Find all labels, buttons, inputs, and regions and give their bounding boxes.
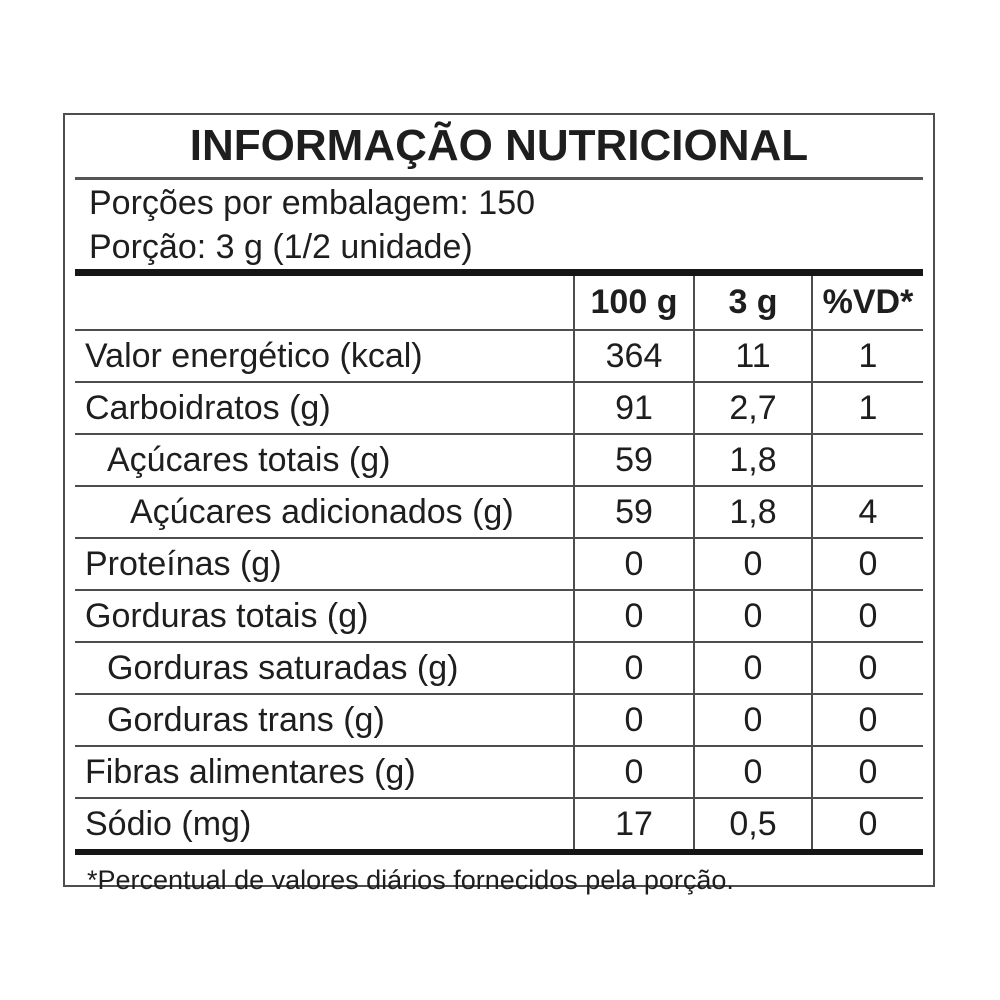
nutrition-table	[75, 276, 923, 849]
row-value-3g: 11	[693, 331, 811, 381]
row-value-3g: 1,8	[693, 487, 811, 537]
table-row-proteinas	[75, 537, 923, 589]
header-100g: 100 g	[573, 276, 693, 329]
table-row-gorduras-trans	[75, 693, 923, 745]
row-label: Gorduras totais (g)	[85, 596, 369, 635]
table-row-energia	[75, 329, 923, 381]
row-value-vd: 0	[811, 643, 923, 693]
serving-size: Porção: 3 g (1/2 unidade)	[89, 228, 473, 266]
table-header-row	[75, 276, 923, 329]
row-label: Proteínas (g)	[85, 544, 282, 583]
header-vd: %VD*	[811, 276, 923, 329]
table-row-gorduras-totais	[75, 589, 923, 641]
row-value-vd: 0	[811, 591, 923, 641]
row-value-100g: 0	[573, 643, 693, 693]
row-label: Valor energético (kcal)	[85, 336, 423, 375]
table-row-fibras	[75, 745, 923, 797]
row-value-3g: 0	[693, 643, 811, 693]
header-3g: 3 g	[693, 276, 811, 329]
servings-per-package: Porções por embalagem: 150	[89, 184, 536, 222]
row-value-3g: 0	[693, 539, 811, 589]
row-value-vd: 0	[811, 747, 923, 797]
label-title: INFORMAÇÃO NUTRICIONAL	[189, 121, 809, 170]
row-value-3g: 0	[693, 591, 811, 641]
row-value-vd: 0	[811, 799, 923, 849]
header-label-cell	[75, 276, 573, 329]
row-value-3g: 1,8	[693, 435, 811, 485]
footnote	[75, 855, 923, 905]
table-row-carboidratos	[75, 381, 923, 433]
row-value-100g: 59	[573, 487, 693, 537]
row-value-100g: 0	[573, 539, 693, 589]
label-content	[65, 115, 933, 905]
row-value-vd	[811, 435, 923, 485]
row-label: Gorduras trans (g)	[107, 700, 385, 739]
table-row-acucares-adicionados	[75, 485, 923, 537]
row-value-vd: 4	[811, 487, 923, 537]
row-value-3g: 0,5	[693, 799, 811, 849]
separator-bar-top	[75, 269, 923, 276]
row-value-3g: 0	[693, 747, 811, 797]
nutrition-label	[63, 113, 935, 895]
row-value-100g: 17	[573, 799, 693, 849]
table-row-gorduras-saturadas	[75, 641, 923, 693]
row-value-100g: 59	[573, 435, 693, 485]
row-label: Fibras alimentares (g)	[85, 752, 416, 791]
row-value-100g: 0	[573, 747, 693, 797]
row-label: Açúcares totais (g)	[107, 440, 391, 479]
row-value-100g: 91	[573, 383, 693, 433]
row-value-vd: 0	[811, 695, 923, 745]
row-value-3g: 0	[693, 695, 811, 745]
row-value-3g: 2,7	[693, 383, 811, 433]
row-label: Gorduras saturadas (g)	[107, 648, 459, 687]
row-label: Açúcares adicionados (g)	[130, 492, 514, 531]
row-value-100g: 364	[573, 331, 693, 381]
table-row-sodio	[75, 797, 923, 849]
row-value-100g: 0	[573, 591, 693, 641]
row-value-vd: 0	[811, 539, 923, 589]
row-value-vd: 1	[811, 383, 923, 433]
row-value-vd: 1	[811, 331, 923, 381]
row-value-100g: 0	[573, 695, 693, 745]
footnote-text: *Percentual de valores diários fornecidos pela porção.	[87, 864, 734, 895]
table-row-acucares-totais	[75, 433, 923, 485]
row-label: Carboidratos (g)	[85, 388, 331, 427]
serving-info	[75, 180, 923, 269]
row-label: Sódio (mg)	[85, 804, 252, 843]
